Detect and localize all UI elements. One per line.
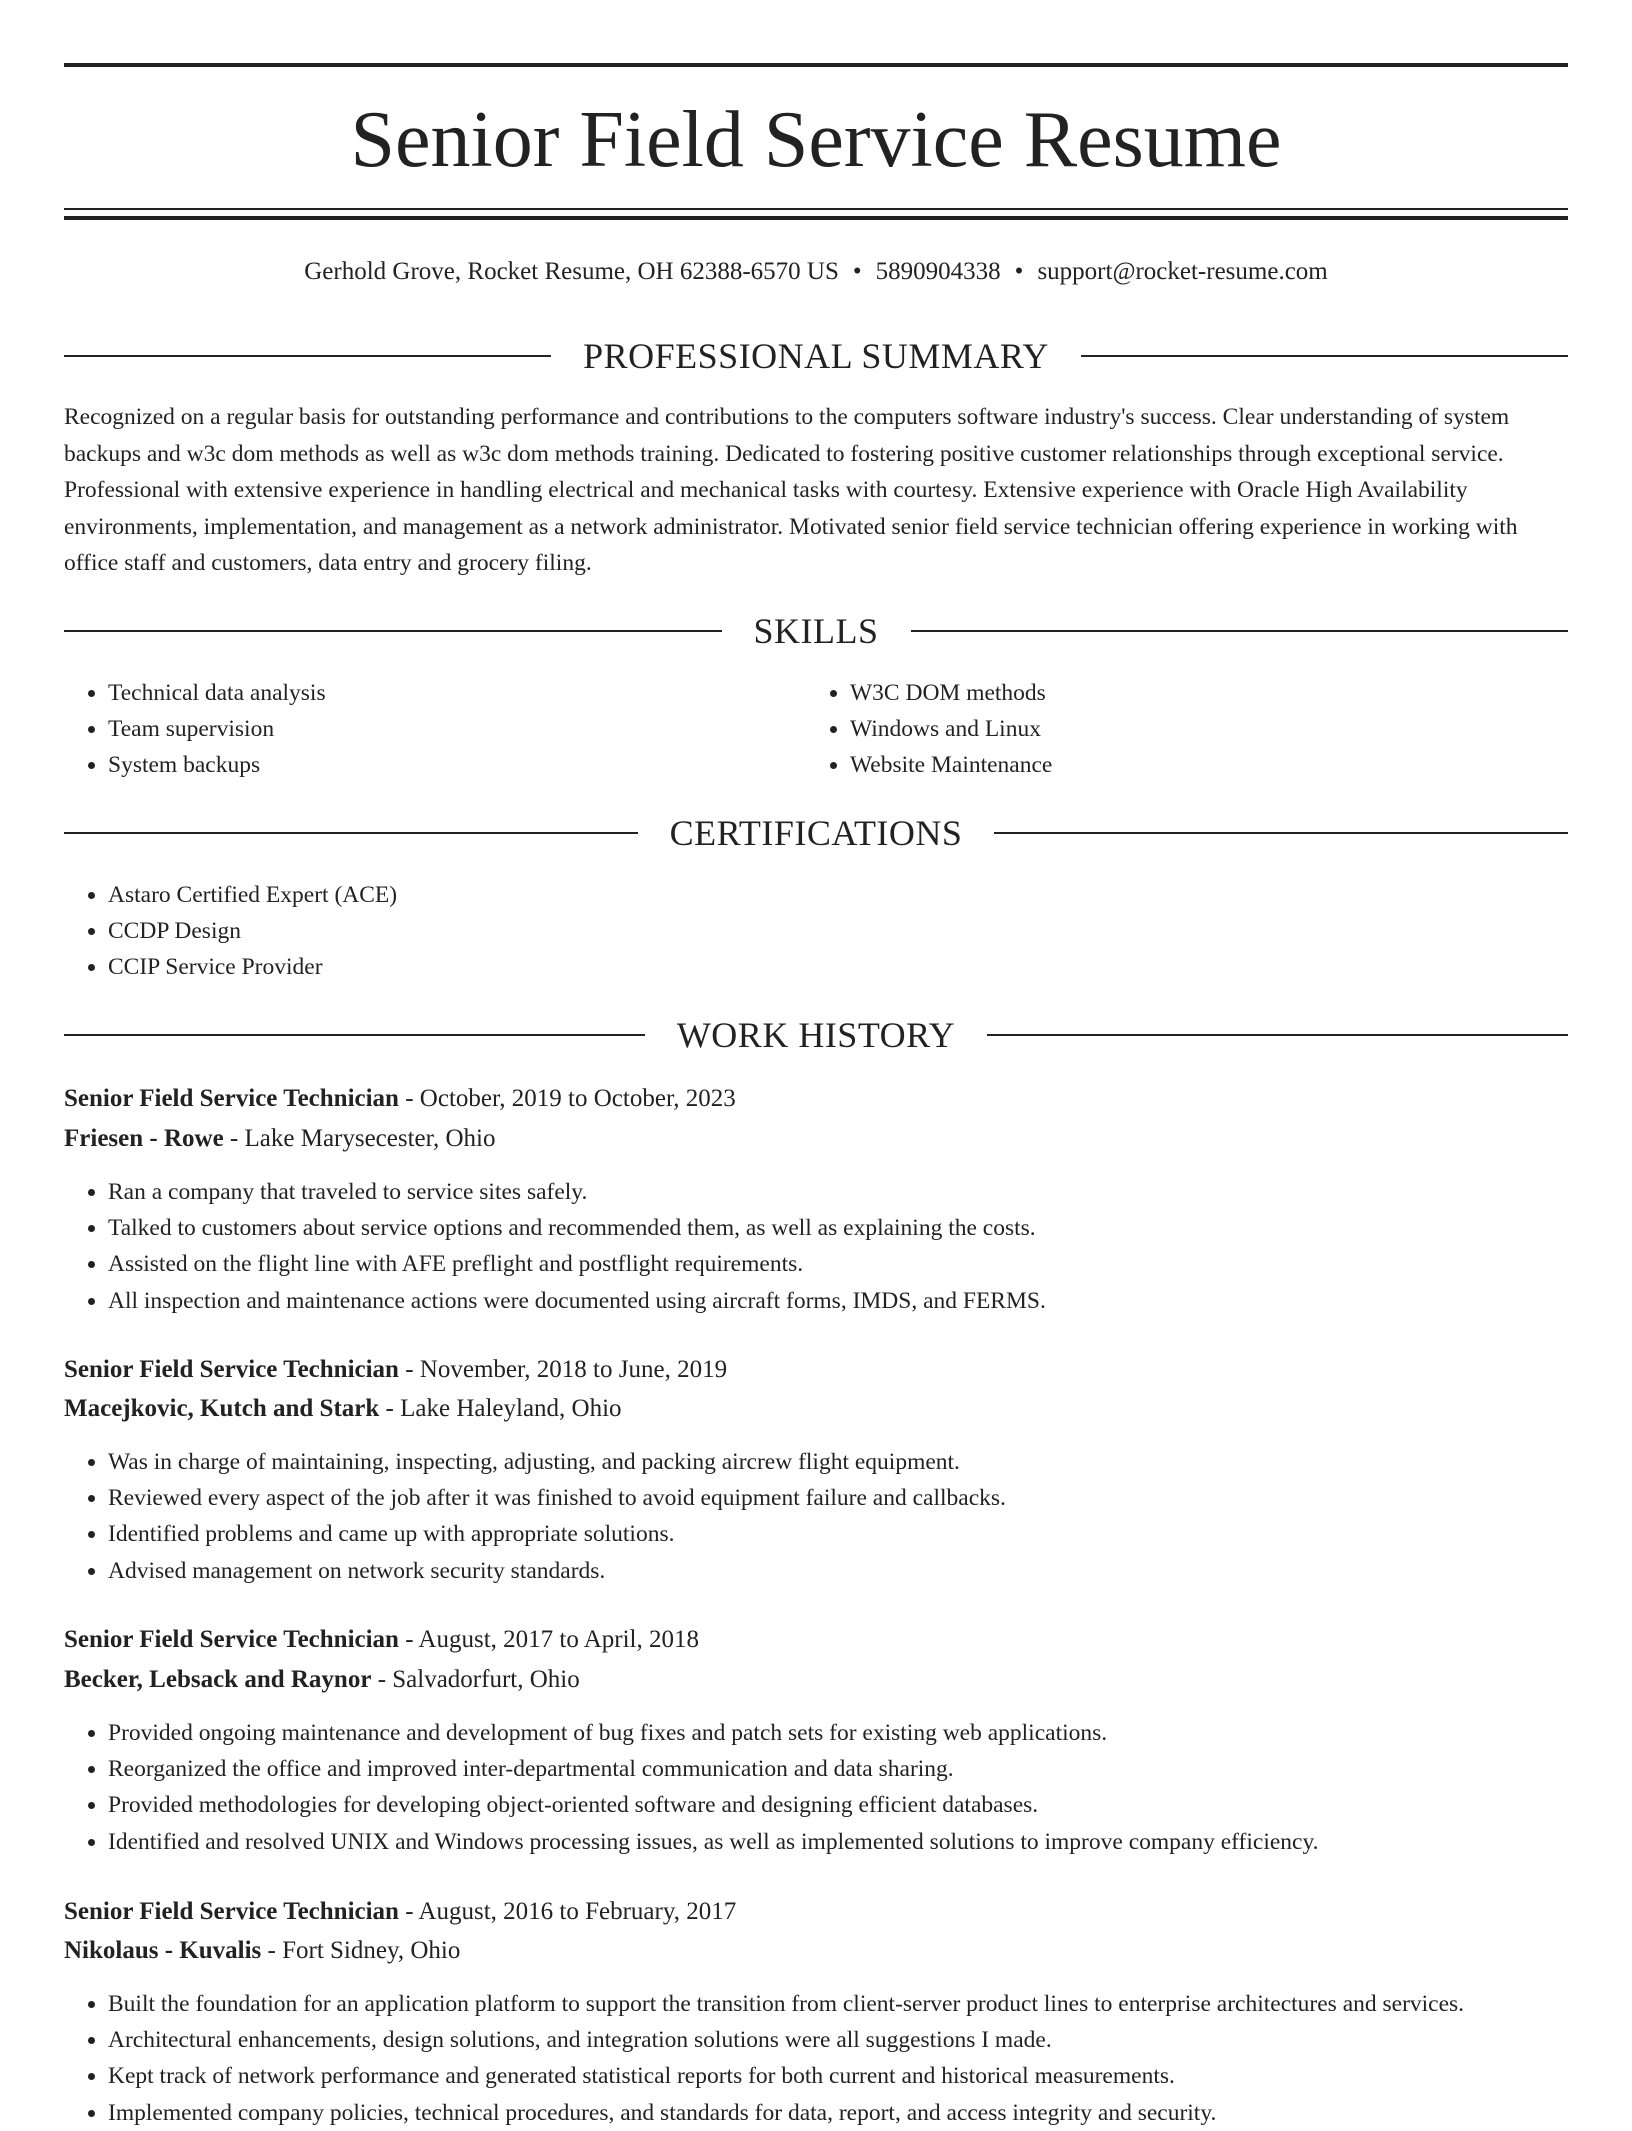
certifications-list [64, 877, 1568, 986]
job-company-line [64, 1661, 1568, 1699]
job-bullet: • Architectural enhancements, design solutions, and integration solutions were all suggestions I made. [108, 2022, 1568, 2058]
heading-rule-left [64, 355, 551, 357]
job-bullet: • Built the foundation for an application platform to support the transition from client-server product lines to enterprise architectures and services. [108, 1986, 1568, 2022]
job-title: Senior Field Service Technician [64, 1085, 399, 1112]
skill-item: • Technical data analysis [108, 675, 808, 711]
heading-rule-right [1081, 355, 1568, 357]
skill-item: • Windows and Linux [850, 711, 1550, 747]
contact-phone: 5890904338 [875, 258, 1001, 285]
job-bullet: • Provided methodologies for developing object-oriented software and designing efficient databases. [108, 1787, 1568, 1823]
summary-text: Recognized on a regular basis for outstanding performance and contributions to the computers software industry's success. Clear understanding of system backups and w3c dom methods as well as w3c dom methods training. Dedicated to fostering positive customer relationships through exceptional service. Professional with extensive experience in handling electrical and mechanical tasks with courtesy. Extensive experience with Oracle High Availability environments, implementation, and management as a network administrator. Motivated senior field service technician offering experience in working with office staff and customers, data entry and grocery filing. [64, 404, 1518, 576]
skill-item: • W3C DOM methods [850, 675, 1550, 711]
job-bullet: • Kept track of network performance and generated statistical reports for both current and historical measurements. [108, 2058, 1568, 2094]
job-location: - Lake Marysecester, Ohio [223, 1125, 496, 1152]
job-bullet: • Reorganized the office and improved inter-departmental communication and data sharing. [108, 1751, 1568, 1787]
section-heading-skills [64, 608, 1568, 654]
heading-rule-left [64, 630, 722, 632]
contact-separator: • [852, 258, 862, 285]
job-bullet: • Identified problems and came up with appropriate solutions. [108, 1516, 1568, 1552]
job-title: Senior Field Service Technician [64, 1626, 399, 1653]
job-dates: - October, 2019 to October, 2023 [398, 1085, 736, 1112]
job-company: Friesen - Rowe [64, 1125, 224, 1152]
skills-list-left [64, 675, 808, 784]
job-company-line [64, 1120, 1568, 1158]
job-bullets [64, 1986, 1568, 2131]
contact-line [64, 254, 1568, 290]
section-heading-certifications [64, 810, 1568, 856]
job-company: Becker, Lebsack and Raynor [64, 1666, 372, 1693]
job-title-line [64, 1621, 1568, 1659]
job-bullet: • Talked to customers about service options and recommended them, as well as explaining the costs. [108, 1210, 1568, 1246]
heading-rule-right [911, 630, 1569, 632]
job-location: - Lake Haleyland, Ohio [379, 1395, 622, 1422]
title-rule-thick [64, 216, 1568, 220]
skill-item: • Team supervision [108, 711, 808, 747]
job-title: Senior Field Service Technician [64, 1898, 399, 1925]
contact-email: support@rocket-resume.com [1037, 258, 1328, 285]
job-bullets [64, 1715, 1568, 1860]
job-bullet: • Implemented company policies, technical procedures, and standards for data, report, and access integrity and security. [108, 2095, 1568, 2131]
job-dates: - August, 2016 to February, 2017 [398, 1898, 737, 1925]
job-bullet: • Assisted on the flight line with AFE preflight and postflight requirements. [108, 1246, 1568, 1282]
certification-item: • CCIP Service Provider [108, 949, 1568, 985]
job-title-line [64, 1893, 1568, 1931]
section-heading-summary [64, 333, 1568, 379]
job-bullet: • Provided ongoing maintenance and development of bug fixes and patch sets for existing web applications. [108, 1715, 1568, 1751]
section-heading-label: CERTIFICATIONS [669, 813, 963, 853]
job-bullet: • Advised management on network security standards. [108, 1553, 1568, 1589]
job-company: Macejkovic, Kutch and Stark [64, 1395, 380, 1422]
job-dates: - August, 2017 to April, 2018 [398, 1626, 699, 1653]
job-bullet: • Was in charge of maintaining, inspecting, adjusting, and packing aircrew flight equipment. [108, 1444, 1568, 1480]
job-dates: - November, 2018 to June, 2019 [398, 1356, 728, 1383]
heading-rule-left [64, 1034, 645, 1036]
section-heading-work-history [64, 1012, 1568, 1058]
skill-item: • System backups [108, 747, 808, 783]
heading-rule-right [987, 1034, 1568, 1036]
heading-rule-right [994, 832, 1568, 834]
job-location: - Salvadorfurt, Ohio [371, 1666, 580, 1693]
skills-list-right [806, 675, 1550, 784]
job-title-line [64, 1080, 1568, 1118]
job-title-line [64, 1351, 1568, 1389]
job-company-line [64, 1390, 1568, 1428]
contact-address: Gerhold Grove, Rocket Resume, OH 62388-6570 US [304, 258, 839, 285]
job-bullets [64, 1444, 1568, 1589]
job-bullet: • Identified and resolved UNIX and Windows processing issues, as well as implemented solutions to improve company efficiency. [108, 1824, 1568, 1860]
skill-item: • Website Maintenance [850, 747, 1550, 783]
job-bullets [64, 1174, 1568, 1319]
contact-separator: • [1014, 258, 1024, 285]
section-heading-label: PROFESSIONAL SUMMARY [583, 336, 1049, 376]
section-heading-label: SKILLS [753, 611, 879, 651]
certification-item: • Astaro Certified Expert (ACE) [108, 877, 1568, 913]
section-heading-label: WORK HISTORY [676, 1015, 956, 1055]
job-company-line [64, 1932, 1568, 1970]
job-bullet: • All inspection and maintenance actions were documented using aircraft forms, IMDS, and FERMS. [108, 1283, 1568, 1319]
job-title: Senior Field Service Technician [64, 1356, 399, 1383]
heading-rule-left [64, 832, 638, 834]
certification-item: • CCDP Design [108, 913, 1568, 949]
job-bullet: • Ran a company that traveled to service sites safely. [108, 1174, 1568, 1210]
job-company: Nikolaus - Kuvalis [64, 1937, 262, 1964]
top-rule [64, 63, 1568, 67]
resume-page [64, 0, 1568, 2126]
job-bullet: • Reviewed every aspect of the job after it was finished to avoid equipment failure and callbacks. [108, 1480, 1568, 1516]
title-rule-thin [64, 208, 1568, 210]
resume-title: Senior Field Service Resume [350, 96, 1282, 184]
job-location: - Fort Sidney, Ohio [261, 1937, 461, 1964]
